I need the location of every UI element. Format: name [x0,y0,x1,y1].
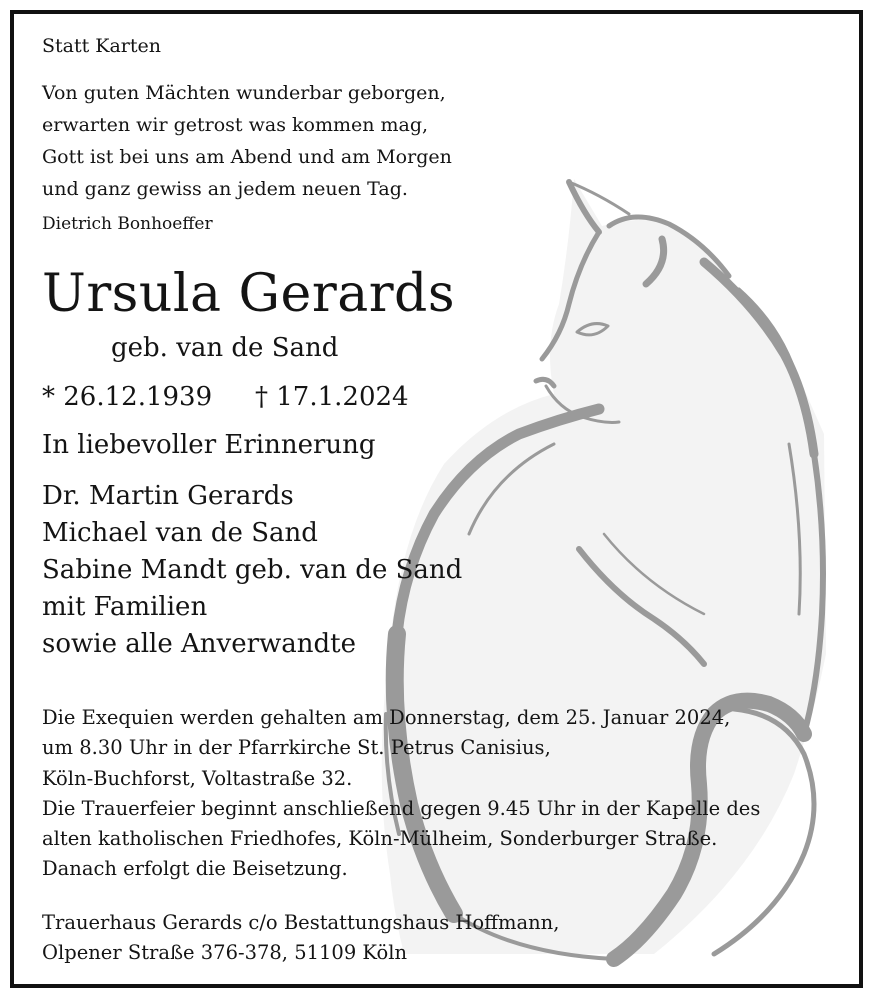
poem-author: Dietrich Bonhoeffer [42,214,213,234]
deceased-name: Ursula Gerards [42,264,456,324]
address-line-2: Olpener Straße 376-378, 51109 Köln [42,941,408,964]
mourner-2: Michael van de Sand [42,518,318,548]
poem-line-2: erwarten wir getrost was kommen mag, [42,114,429,136]
mourner-5: sowie alle Anverwandte [42,629,357,659]
service-line-6: Danach erfolgt die Beisetzung. [42,857,348,880]
service-line-2: um 8.30 Uhr in der Pfarrkirche St. Petrus Canisius, [42,736,551,759]
mourner-3: Sabine Mandt geb. van de Sand [42,555,463,585]
service-line-1: Die Exequien werden gehalten am Donnerstag, dem 25. Januar 2024, [42,706,731,729]
service-line-5: alten katholischen Friedhofes, Köln-Mülheim, Sonderburger Straße. [42,827,718,850]
obituary-notice [10,10,863,988]
service-line-4: Die Trauerfeier beginnt anschließend gegen 9.45 Uhr in der Kapelle des [42,797,761,820]
poem-line-1: Von guten Mächten wunderbar geborgen, [42,82,446,104]
service-line-3: Köln-Buchforst, Voltastraße 32. [42,767,353,790]
poem-line-4: und ganz gewiss an jedem neuen Tag. [42,178,408,200]
remembrance-intro: In liebevoller Erinnerung [42,430,376,460]
mourner-4: mit Familien [42,592,208,622]
statt-karten-label: Statt Karten [42,35,162,57]
death-date: † 17.1.2024 [255,382,409,412]
mourner-1: Dr. Martin Gerards [42,481,294,511]
birth-date: * 26.12.1939 [42,382,213,412]
address-line-1: Trauerhaus Gerards c/o Bestattungshaus Hoffmann, [42,911,560,934]
birth-name: geb. van de Sand [111,333,339,363]
poem-line-3: Gott ist bei uns am Abend und am Morgen [42,146,452,168]
